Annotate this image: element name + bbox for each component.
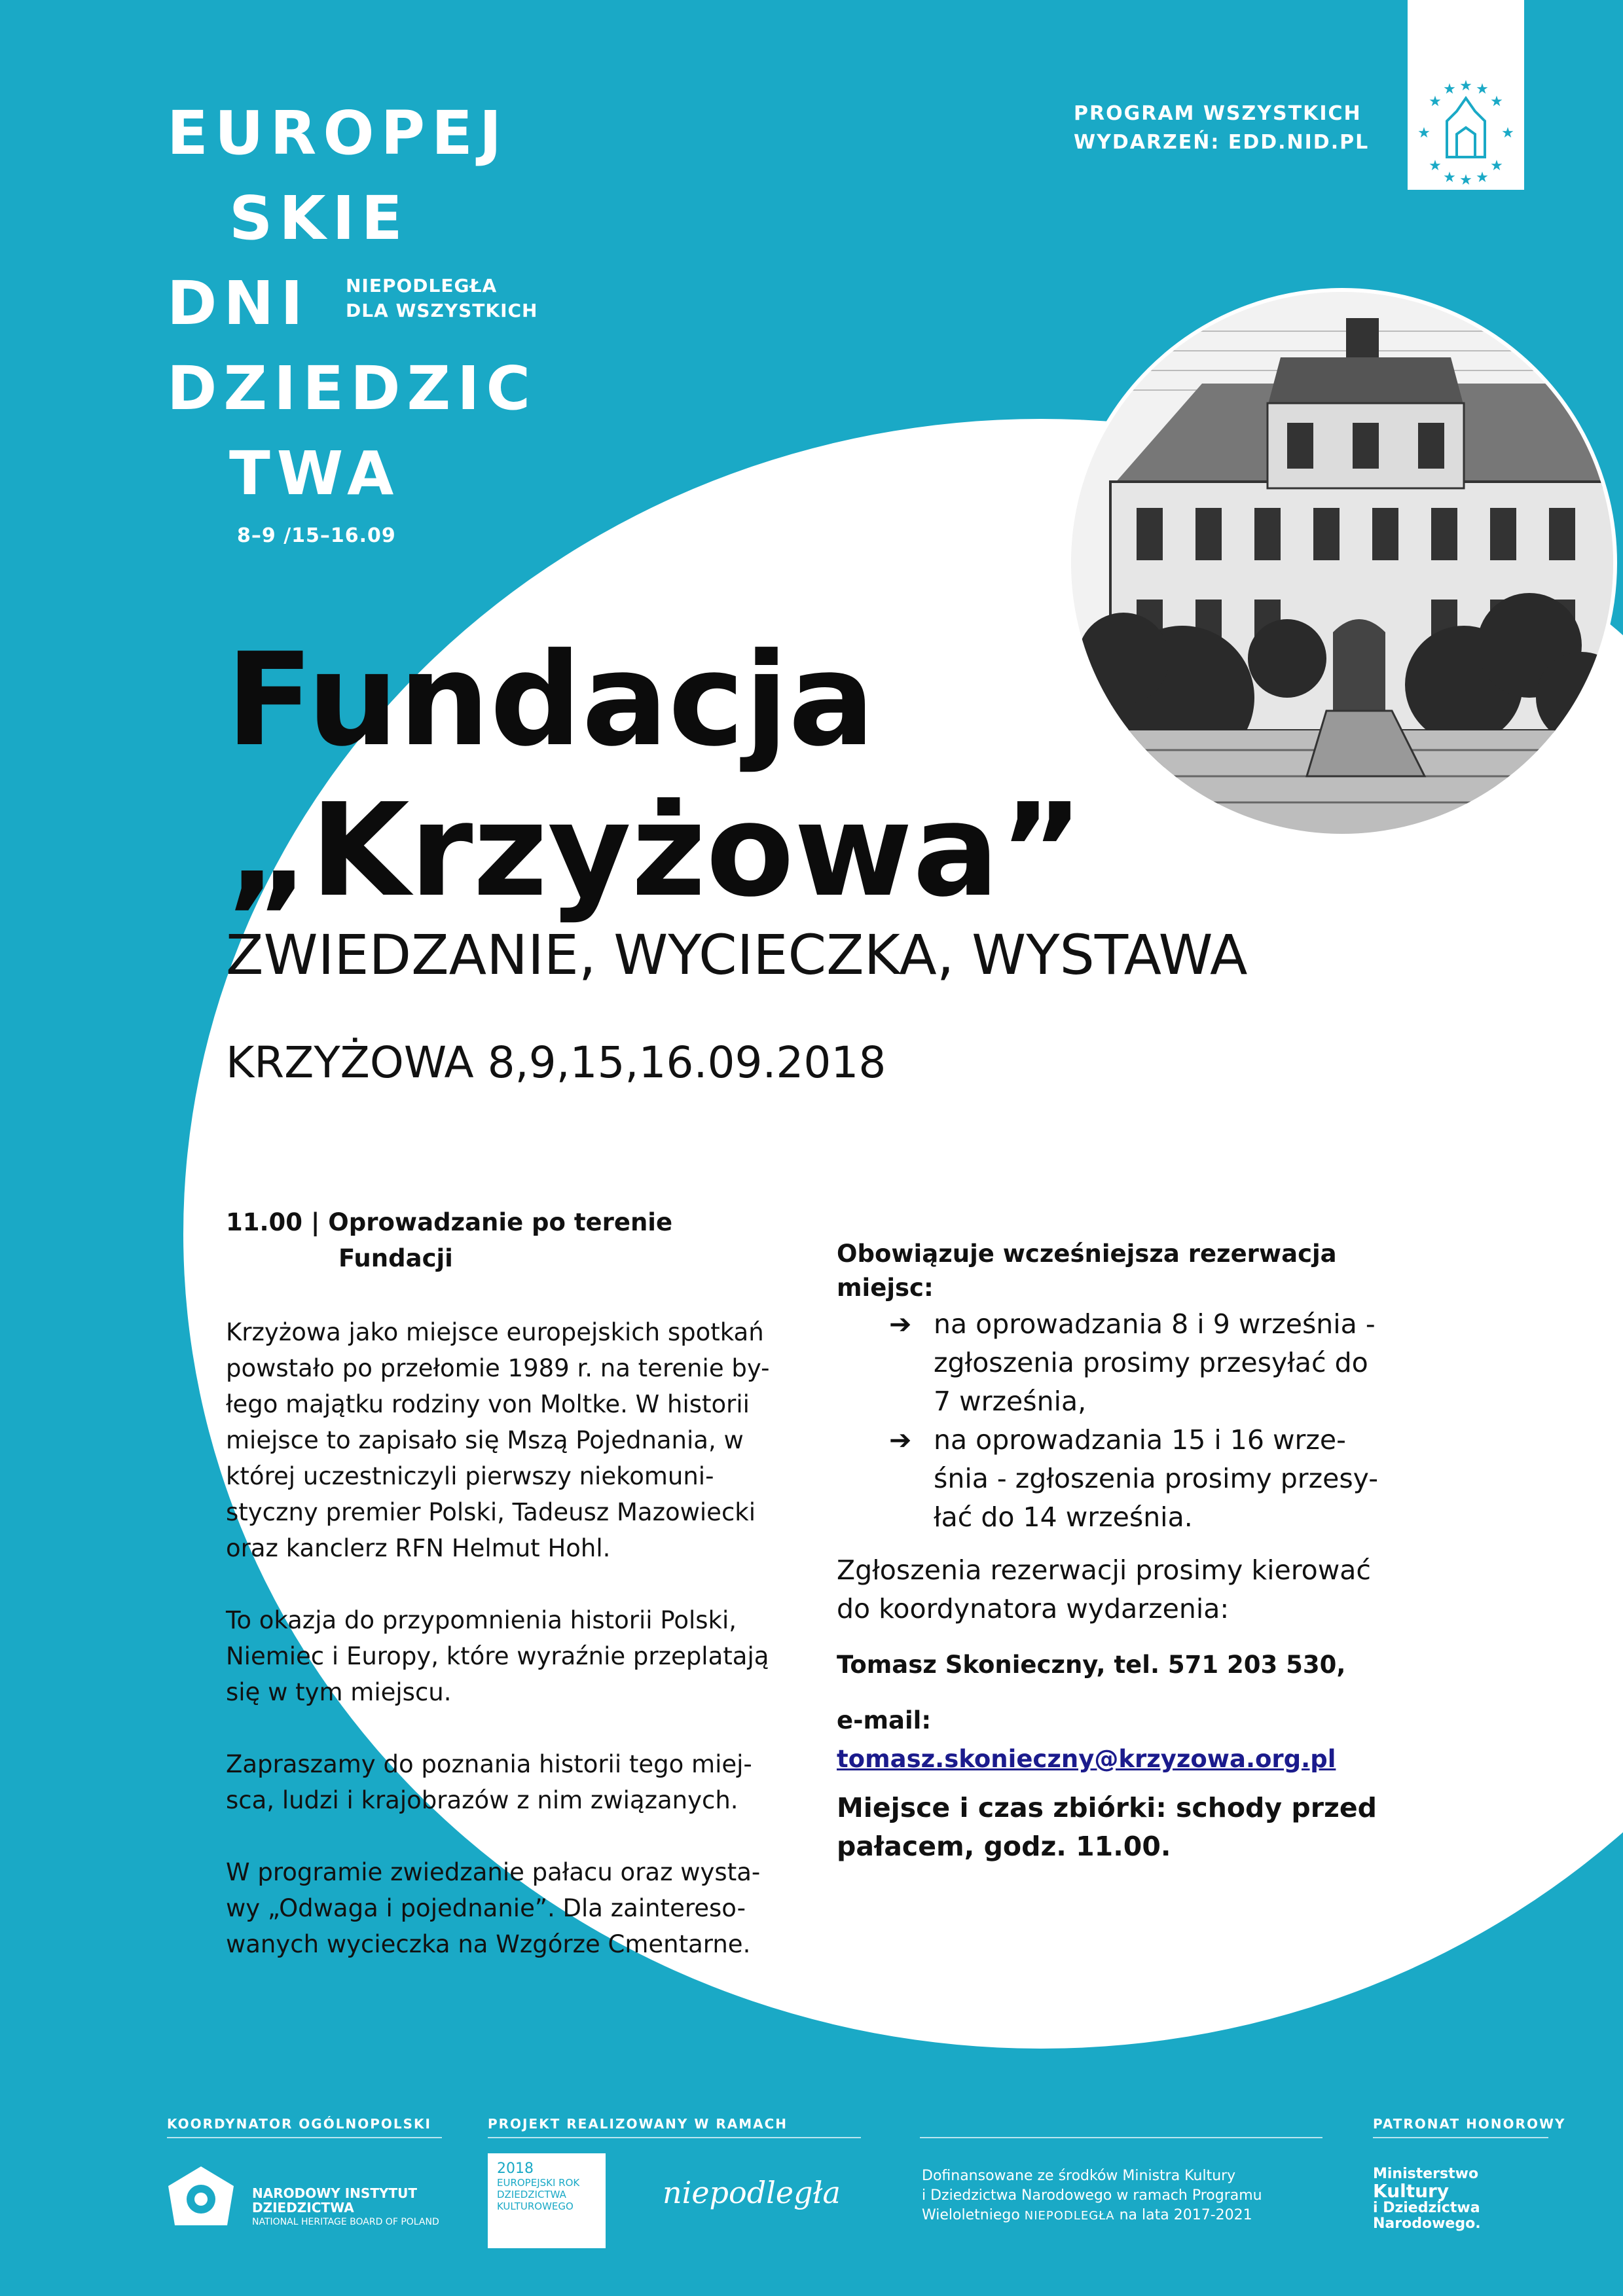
funding-line-1: Dofinansowane ze środków Ministra Kultury xyxy=(922,2168,1236,2184)
text-line: śnia - zgłoszenia prosimy przesy- xyxy=(934,1463,1379,1494)
eych-year: 2018 xyxy=(497,2161,534,2177)
svg-text:★: ★ xyxy=(1443,170,1456,186)
text-line: której uczestniczyli pierwszy niekomuni- xyxy=(226,1462,714,1490)
logo-line-3: DNI xyxy=(167,268,310,338)
funding-suffix: na lata 2017-2021 xyxy=(1114,2207,1252,2223)
footer-label-project: PROJEKT REALIZOWANY W RAMACH xyxy=(488,2116,788,2132)
text-line: oraz kanclerz RFN Helmut Hohl. xyxy=(226,1534,611,1562)
eych-line-4: KULTUROWEGO xyxy=(497,2200,574,2212)
event-subtitle: ZWIEDZANIE, WYCIECZKA, WYSTAWA xyxy=(226,923,1248,987)
funding-line-3 xyxy=(922,2206,1262,2226)
contact-intro-1: Zgłoszenia rezerwacji prosimy kierować xyxy=(837,1554,1371,1586)
svg-text:★: ★ xyxy=(1459,172,1472,188)
nid-line-3: NATIONAL HERITAGE BOARD OF POLAND xyxy=(252,2217,439,2227)
program-line-1: PROGRAM WSZYSTKICH xyxy=(1074,102,1362,125)
svg-text:★: ★ xyxy=(1476,170,1489,186)
right-column xyxy=(837,1237,1413,1866)
stars-castle-icon xyxy=(1408,0,1524,190)
program-link[interactable]: EDD.NID.PL xyxy=(1228,131,1370,154)
text-line: Zapraszamy do poznania historii tego miej- xyxy=(226,1750,752,1778)
eych-line-3: DZIEDZICTWA xyxy=(497,2189,566,2200)
svg-text:★: ★ xyxy=(1459,78,1472,94)
logo-line-5: TWA xyxy=(229,439,401,509)
footer-divider xyxy=(920,2137,1322,2138)
ministry-line-2: Kultury xyxy=(1373,2180,1450,2202)
text-line: powstało po przełomie 1989 r. na terenie by- xyxy=(226,1354,770,1382)
palace-engraving-image xyxy=(1067,288,1617,838)
ministry-logo xyxy=(1373,2166,1481,2232)
arrow-right-icon: ➔ xyxy=(889,1424,912,1456)
reservation-bullet-2 xyxy=(889,1421,1413,1537)
left-column xyxy=(226,1204,789,1962)
text-line: styczny premier Polski, Tadeusz Mazowiecki xyxy=(226,1498,756,1526)
footer-divider xyxy=(1373,2137,1548,2138)
text-line: sca, ludzi i krajobrazów z nim związanych. xyxy=(226,1786,739,1814)
arrow-right-icon: ➔ xyxy=(889,1308,912,1340)
text-line: na oprowadzania 8 i 9 września - xyxy=(934,1308,1376,1340)
paragraph-occasion xyxy=(226,1602,789,1710)
text-line: Niemiec i Europy, które wyraźnie przeplatają xyxy=(226,1642,769,1670)
text-line: 7 września, xyxy=(934,1386,1087,1417)
program-info xyxy=(1074,99,1369,157)
text-line: To okazja do przypomnienia historii Polski, xyxy=(226,1606,737,1634)
reservation-heading-1: Obowiązuje wcześniejsza rezerwacja xyxy=(837,1240,1337,1268)
text-line: zgłoszenia prosimy przesyłać do xyxy=(934,1347,1368,1378)
text-line: na oprowadzania 15 i 16 wrze- xyxy=(934,1424,1346,1456)
svg-text:★: ★ xyxy=(1429,94,1442,110)
funding-caps: NIEPODLEGŁA xyxy=(1024,2209,1115,2223)
nid-line-1: NARODOWY INSTYTUT xyxy=(252,2185,417,2201)
ministry-line-4: Narodowego. xyxy=(1373,2215,1481,2232)
funding-note xyxy=(922,2166,1262,2226)
svg-text:★: ★ xyxy=(1429,158,1442,174)
schedule-heading-2: Fundacji xyxy=(338,1244,453,1272)
schedule-heading-1: 11.00 | Oprowadzanie po terenie xyxy=(226,1208,673,1236)
logo-tagline-1: NIEPODLEGŁA xyxy=(346,275,498,296)
reservation-heading-2: miejsc: xyxy=(837,1274,934,1302)
contact-person: Tomasz Skonieczny, tel. 571 203 530, xyxy=(837,1651,1346,1679)
text-line: miejsce to zapisało się Mszą Pojednania, w xyxy=(226,1426,744,1454)
program-line-2 xyxy=(1074,128,1369,157)
funding-line-2: i Dziedzictwa Narodowego w ramach Programu xyxy=(922,2187,1262,2204)
program-prefix: WYDARZEŃ: xyxy=(1074,131,1228,154)
event-dateline: KRZYŻOWA 8,9,15,16.09.2018 xyxy=(226,1037,886,1088)
eych-logo xyxy=(488,2153,606,2248)
nid-line-2: DZIEDZICTWA xyxy=(252,2200,354,2215)
eych-line-2: EUROPEJSKI ROK xyxy=(497,2177,580,2189)
logo-line-4: DZIEDZIC xyxy=(167,353,537,423)
funding-prefix: Wieloletniego xyxy=(922,2207,1025,2223)
title-line-2: „Krzyżowa” xyxy=(226,776,1084,925)
logo-dates: 8–9 /15–16.09 xyxy=(237,524,396,547)
paragraph-history xyxy=(226,1314,789,1566)
text-line: wanych wycieczka na Wzgórze Cmentarne. xyxy=(226,1930,751,1958)
logo-tagline-2: DLA WSZYSTKICH xyxy=(346,300,538,321)
paragraph-invitation xyxy=(226,1746,789,1818)
nid-logo-icon xyxy=(165,2163,237,2235)
text-line: Krzyżowa jako miejsce europejskich spotkań xyxy=(226,1318,764,1346)
paragraph-program xyxy=(226,1854,789,1962)
contact-intro-2: do koordynatora wydarzenia: xyxy=(837,1593,1230,1624)
logo-line-2: SKIE xyxy=(229,183,409,253)
title-line-1: Fundacja xyxy=(226,626,875,775)
meeting-point-1: Miejsce i czas zbiórki: schody przed xyxy=(837,1792,1377,1823)
email-label: e-mail: xyxy=(837,1706,932,1734)
svg-text:★: ★ xyxy=(1490,94,1503,110)
ministry-line-1: Ministerstwo xyxy=(1373,2166,1479,2182)
niepodlegla-logo: niepodległa xyxy=(663,2175,841,2210)
footer-label-patronage: PATRONAT HONOROWY xyxy=(1373,2116,1566,2132)
svg-text:★: ★ xyxy=(1490,158,1503,174)
reservation-bullet-1 xyxy=(889,1305,1413,1421)
email-link[interactable]: tomasz.skonieczny@krzyzowa.org.pl xyxy=(837,1745,1336,1773)
text-line: łać do 14 września. xyxy=(934,1501,1193,1533)
footer-divider xyxy=(167,2137,442,2138)
svg-text:★: ★ xyxy=(1443,81,1456,98)
text-line: się w tym miejscu. xyxy=(226,1678,452,1706)
svg-text:★: ★ xyxy=(1476,81,1489,98)
meeting-point-2: pałacem, godz. 11.00. xyxy=(837,1831,1171,1862)
page-title xyxy=(226,625,1084,926)
text-line: wy „Odwaga i pojednanie”. Dla zaintereso- xyxy=(226,1894,746,1922)
text-line: łego majątku rodziny von Moltke. W historii xyxy=(226,1390,750,1418)
text-line: W programie zwiedzanie pałacu oraz wysta- xyxy=(226,1858,761,1886)
logo-line-1: EUROPEJ xyxy=(167,98,509,168)
svg-text:★: ★ xyxy=(1417,125,1431,141)
ministry-line-3: i Dziedzictwa xyxy=(1373,2200,1480,2216)
footer-divider xyxy=(488,2137,861,2138)
svg-text:★: ★ xyxy=(1501,125,1514,141)
footer-label-coordinator: KOORDYNATOR OGÓLNOPOLSKI xyxy=(167,2116,431,2132)
nid-name xyxy=(252,2186,439,2229)
heritage-days-badge xyxy=(1408,0,1524,190)
